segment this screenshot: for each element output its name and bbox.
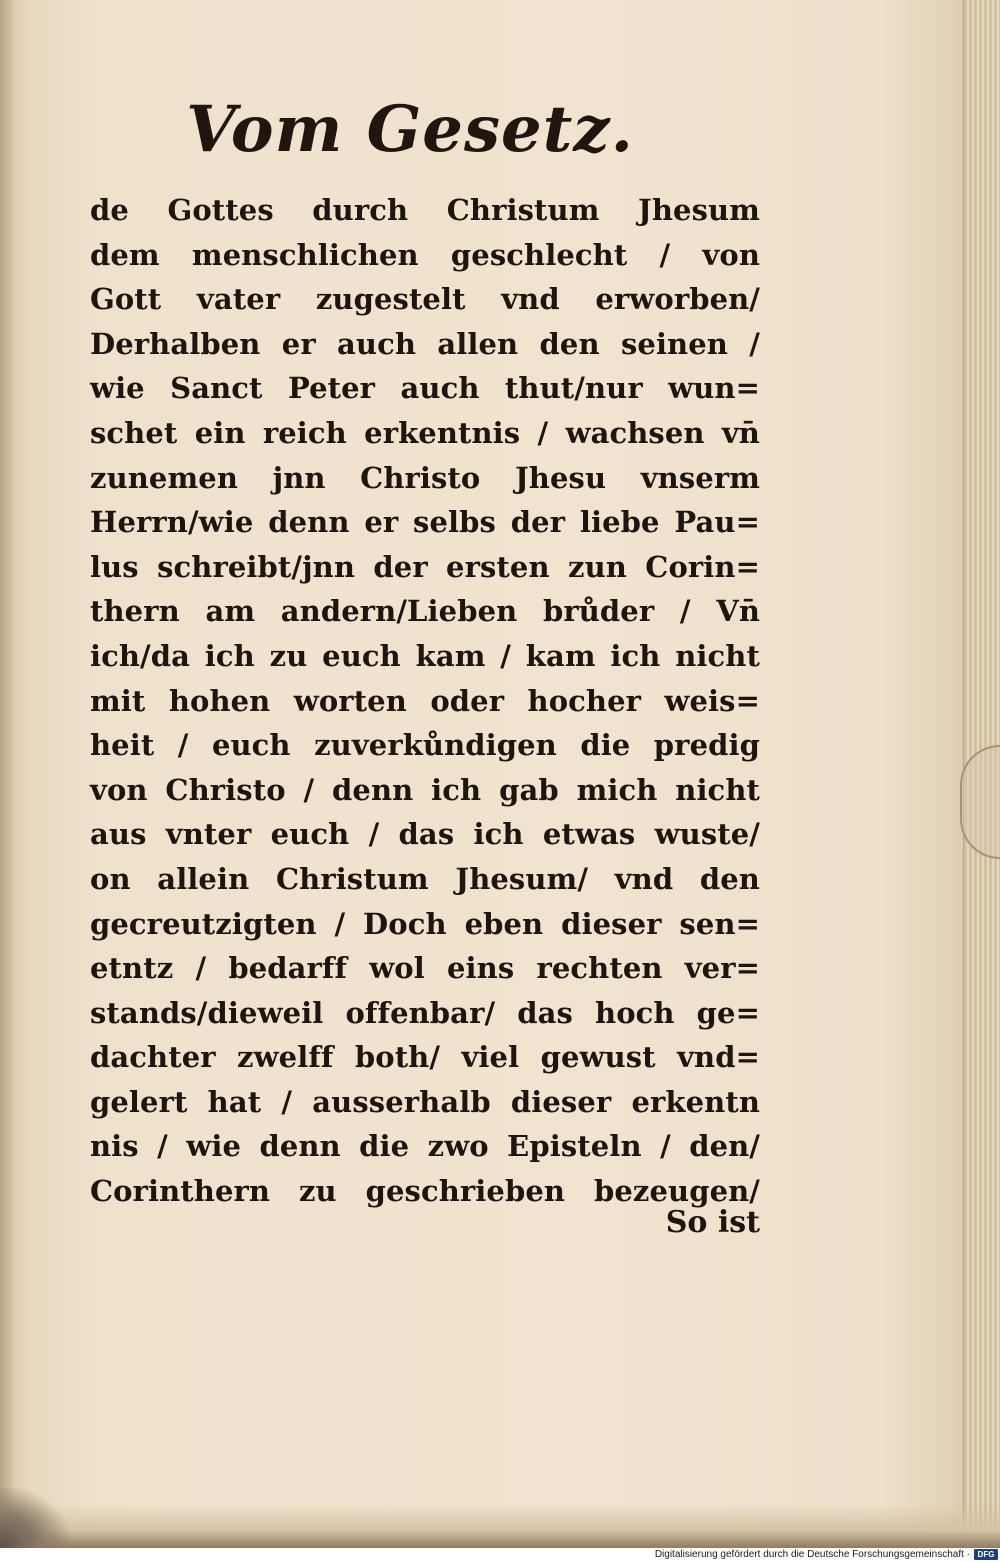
- text-line: ich/da ich zu euch kam / kam ich nicht: [90, 638, 760, 673]
- text-line: Herrn/wie denn er selbs der liebe Pau=: [90, 505, 760, 540]
- text-line: aus vnter euch / das ich etwas wuste/: [90, 817, 760, 852]
- funding-credit: Digitalisierung gefördert durch die Deutsche Forschungsgemeinschaft ·: [654, 1549, 970, 1560]
- text-line: von Christo / denn ich gab mich nicht: [90, 772, 760, 807]
- text-line: stands/dieweil offenbar/ das hoch ge=: [90, 995, 760, 1030]
- dfg-logo-icon: DFG: [974, 1549, 998, 1560]
- text-line: gecreutzigten / Doch eben dieser sen=: [90, 906, 760, 941]
- text-line: thern am andern/Lieben brůder / Vn̄: [90, 594, 760, 629]
- running-head: Vom Gesetz.: [186, 92, 634, 167]
- text-line: schet ein reich erkentnis / wachsen vn̄: [90, 415, 760, 450]
- page-corner-shadow: [0, 1488, 70, 1548]
- page-bottom-shadow: [0, 1504, 1000, 1548]
- text-line: etntz / bedarff wol eins rechten ver=: [90, 951, 760, 986]
- text-line: zunemen jnn Christo Jhesu vnserm: [90, 460, 760, 495]
- text-line: wie Sanct Peter auch thut/nur wun=: [90, 371, 760, 406]
- text-line: de Gottes durch Christum Jhesum: [90, 193, 760, 227]
- text-line: lus schreibt/jnn der ersten zun Corin=: [90, 549, 760, 584]
- text-line: gelert hat / ausserhalb dieser erkentn: [90, 1084, 760, 1119]
- text-line: Derhalben er auch allen den seinen /: [90, 326, 760, 361]
- page-binding-edge: [0, 0, 14, 1548]
- text-line: dachter zwelff both/ viel gewust vnd=: [90, 1040, 760, 1075]
- catchword: So ist: [665, 1205, 760, 1240]
- text-line: mit hohen worten oder hocher weis=: [90, 683, 760, 718]
- text-line: on allein Christum Jhesum/ vnd den: [90, 861, 760, 896]
- text-line: heit / euch zuverkůndigen die predig: [90, 728, 760, 763]
- text-line: Gott vater zugestelt vnd erworben/: [90, 282, 760, 317]
- body-text: [90, 188, 760, 1214]
- text-line: Corinthern zu geschrieben bezeugen/: [90, 1174, 760, 1209]
- text-line: dem menschlichen geschlecht / von: [90, 237, 760, 272]
- text-line: nis / wie denn die zwo Episteln / den/: [90, 1129, 760, 1164]
